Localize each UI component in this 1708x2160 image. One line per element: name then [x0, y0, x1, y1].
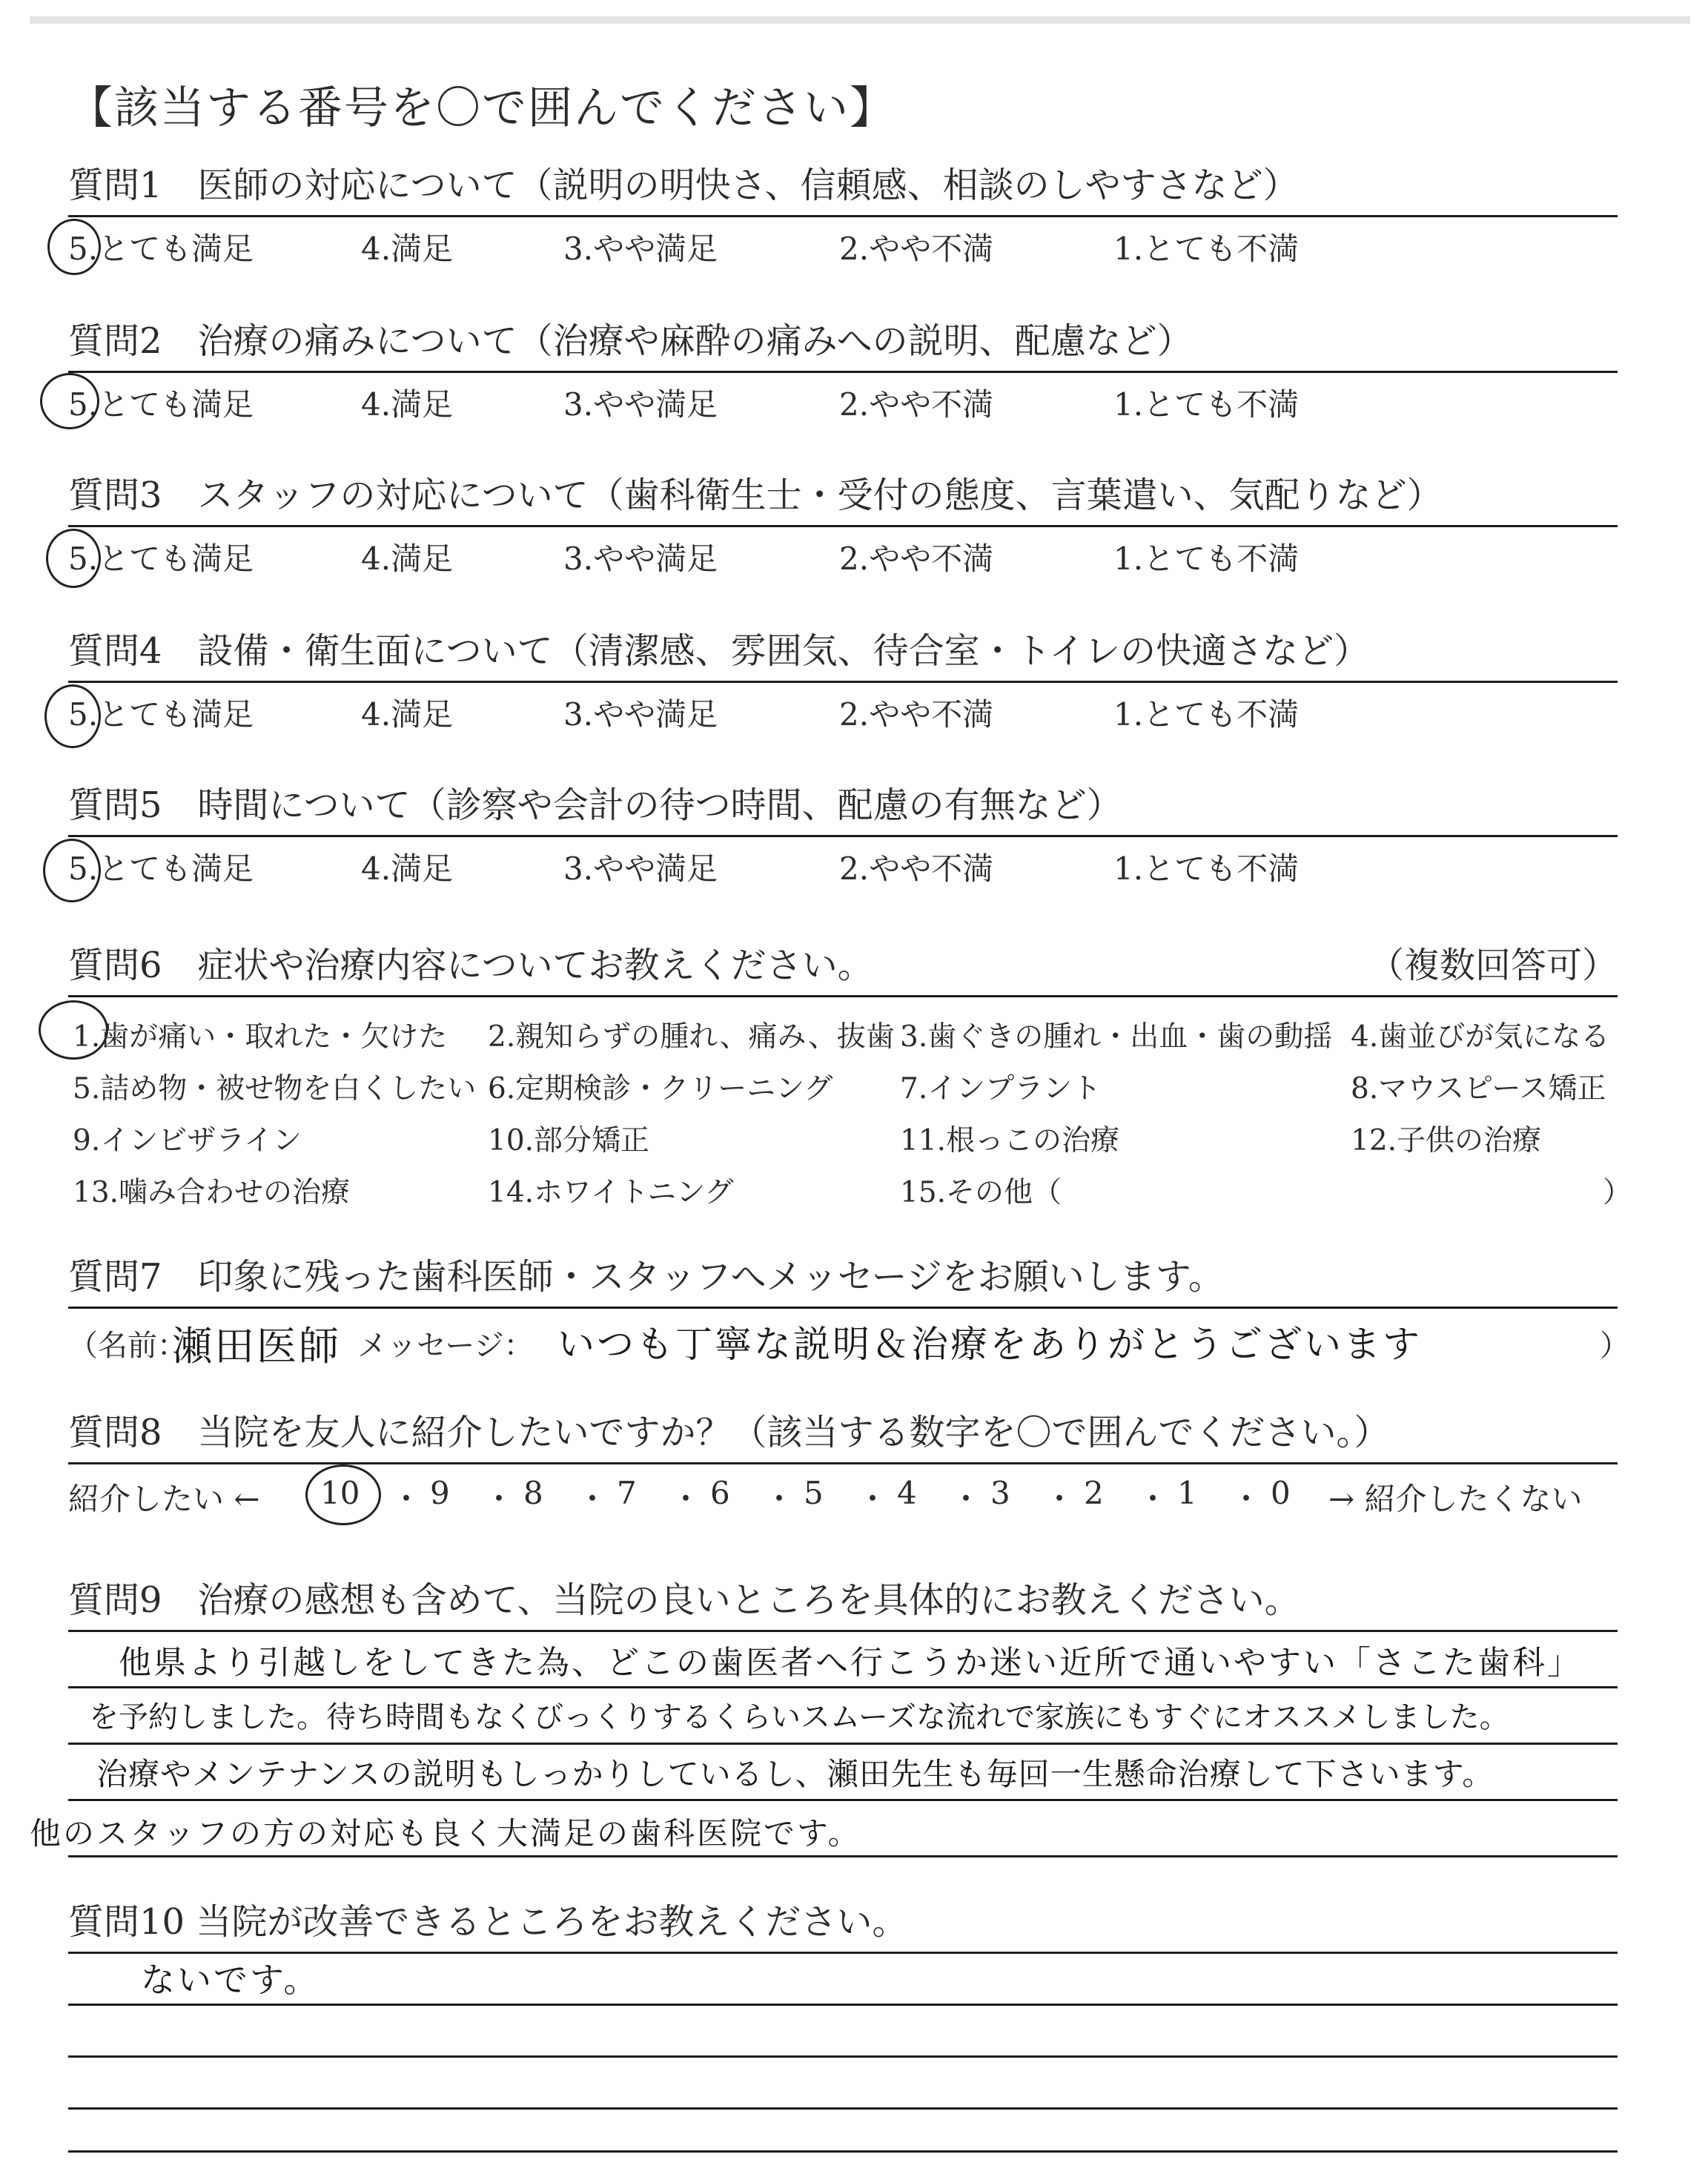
- question-title: 質問1 医師の対応について（説明の明快さ、信頼感、相談のしやすさなど）: [68, 165, 1299, 206]
- scale-dot: ・: [483, 1481, 515, 1517]
- answer-line: [68, 2150, 1618, 2153]
- scale-value[interactable]: 0: [1271, 1475, 1291, 1511]
- rating-option[interactable]: 4.満足: [361, 541, 454, 577]
- answer-line: [68, 1743, 1618, 1745]
- question-title: 質問7 印象に残った歯科医師・スタッフへメッセージをお願いします。: [68, 1256, 1224, 1298]
- rating-option[interactable]: 5.とても満足: [68, 231, 254, 267]
- rating-option[interactable]: 3.やや満足: [563, 541, 718, 577]
- q10-answer[interactable]: ないです。: [141, 1960, 320, 2000]
- scale-right-label: → 紹介したくない: [1328, 1481, 1583, 1517]
- question-1: [68, 162, 1618, 271]
- question-6: [68, 942, 1632, 1212]
- question-title: 質問3 スタッフの対応について（歯科衛生士・受付の態度、言葉遣い、気配りなど）: [68, 475, 1443, 516]
- question-title-text: 質問6 症状や治療内容についてお教えください。: [68, 945, 873, 986]
- rating-option[interactable]: 5.とても満足: [68, 851, 254, 887]
- question-10: [68, 1898, 1618, 1946]
- scale-value[interactable]: 5: [804, 1475, 824, 1511]
- rating-option[interactable]: 1.とても不満: [1113, 696, 1300, 733]
- scale-value[interactable]: 2: [1084, 1475, 1104, 1511]
- symptom-options: [68, 997, 1632, 1212]
- question-title: 質問4 設備・衛生面について（清潔感、雰囲気、待合室・トイレの快適さなど）: [68, 630, 1370, 672]
- question-4: [68, 627, 1618, 736]
- scale-value[interactable]: 7: [617, 1475, 637, 1511]
- rating-option[interactable]: 2.やや不満: [839, 851, 994, 887]
- recommend-scale: [68, 1464, 1618, 1524]
- scale-dot: ・: [1231, 1481, 1262, 1517]
- scale-value[interactable]: 9: [430, 1475, 450, 1511]
- rating-options: [68, 527, 1618, 581]
- symptom-option[interactable]: 13.噛み合わせの治療: [73, 1176, 351, 1209]
- question-2: [68, 317, 1618, 426]
- rating-option[interactable]: 4.満足: [361, 386, 454, 423]
- rating-option[interactable]: 2.やや不満: [839, 386, 994, 423]
- symptom-option[interactable]: 6.定期検診・クリーニング: [488, 1072, 833, 1106]
- rating-option[interactable]: 2.やや不満: [839, 696, 994, 733]
- rating-option[interactable]: 2.やや不満: [839, 541, 994, 577]
- symptom-option[interactable]: 8.マウスピース矯正: [1351, 1072, 1606, 1106]
- rating-option[interactable]: 4.満足: [361, 696, 454, 733]
- rating-option[interactable]: 2.やや不満: [839, 231, 994, 267]
- q9-answer-line[interactable]: 治療やメンテナンスの説明もしっかりしているし、瀬田先生も毎回一生懸命治療して下さいます。: [96, 1756, 1494, 1792]
- q9-answer-line[interactable]: 他県より引越しをしてきた為、どこの歯医者へ行こうか迷い近所で通いやすい「さこた歯科」: [119, 1644, 1582, 1682]
- rating-option[interactable]: 1.とても不満: [1113, 386, 1300, 423]
- scale-value[interactable]: 1: [1177, 1475, 1197, 1511]
- rating-option[interactable]: 5.とても満足: [68, 386, 254, 423]
- question-title: 質問8 当院を友人に紹介したいですか？（該当する数字を〇で囲んでください。）: [68, 1412, 1390, 1453]
- answer-line: [68, 1855, 1618, 1857]
- rating-options: [68, 373, 1618, 426]
- symptom-option[interactable]: 5.詰め物・被せ物を白くしたい: [73, 1072, 477, 1106]
- scale-value[interactable]: 10: [320, 1475, 360, 1511]
- scale-dot: ・: [670, 1481, 702, 1517]
- symptom-option[interactable]: 7.インプラント: [900, 1072, 1102, 1106]
- question-title: 質問5 時間について（診察や会計の待つ時間、配慮の有無など）: [68, 785, 1122, 826]
- message-row: [68, 1309, 1629, 1375]
- q9-answer-line[interactable]: 他のスタッフの方の対応も良く大満足の歯科医院です。: [30, 1815, 861, 1852]
- scale-left-label: 紹介したい ←: [68, 1481, 260, 1517]
- symptom-option[interactable]: 14.ホワイトニング: [488, 1176, 734, 1209]
- question-title: 質問2 治療の痛みについて（治療や麻酔の痛みへの説明、配慮など）: [68, 320, 1193, 362]
- rating-option[interactable]: 3.やや満足: [563, 231, 718, 267]
- rating-option[interactable]: 4.満足: [361, 851, 454, 887]
- question-title: 質問10 当院が改善できるところをお教えください。: [68, 1901, 908, 1943]
- rating-option[interactable]: 3.やや満足: [563, 696, 718, 733]
- rating-option[interactable]: 4.満足: [361, 231, 454, 267]
- question-title: [68, 942, 1618, 989]
- q9-answer-line[interactable]: を予約しました。待ち時間もなくびっくりするくらいスムーズな流れで家族にもすぐにオススメしました。: [89, 1700, 1509, 1734]
- rating-option[interactable]: 5.とても満足: [68, 541, 254, 577]
- scale-value[interactable]: 8: [523, 1475, 543, 1511]
- symptom-option[interactable]: 10.部分矯正: [488, 1124, 650, 1157]
- rating-options: [68, 683, 1618, 736]
- name-label: （名前：: [68, 1329, 187, 1363]
- message-value[interactable]: いつも丁寧な説明＆治療をありがとうございます: [557, 1323, 1422, 1366]
- answer-line: [68, 1686, 1618, 1688]
- symptom-option[interactable]: 1.歯が痛い・取れた・欠けた: [73, 1020, 448, 1054]
- symptom-option[interactable]: 12.子供の治療: [1351, 1124, 1542, 1157]
- scale-dot: ・: [857, 1481, 889, 1517]
- message-close-paren: ）: [1600, 1329, 1629, 1363]
- rating-options: [68, 837, 1618, 891]
- question-5: [68, 782, 1618, 891]
- symptom-option[interactable]: 2.親知らずの腫れ、痛み、抜歯: [488, 1020, 895, 1054]
- scan-top-edge: [30, 16, 1690, 24]
- rating-option[interactable]: 3.やや満足: [563, 851, 718, 887]
- scale-dot: ・: [1137, 1481, 1169, 1517]
- scale-dot: ・: [950, 1481, 982, 1517]
- rating-option[interactable]: 1.とても不満: [1113, 851, 1300, 887]
- symptom-option-other[interactable]: 15.その他（: [900, 1176, 1062, 1209]
- rating-option[interactable]: 1.とても不満: [1113, 231, 1300, 267]
- form-header: 【該当する番号を〇で囲んでください】: [68, 82, 896, 134]
- scale-dot: ・: [391, 1481, 423, 1517]
- scale-dot: ・: [1044, 1481, 1076, 1517]
- scale-value[interactable]: 6: [710, 1475, 730, 1511]
- symptom-option[interactable]: 9.インビザライン: [73, 1124, 302, 1157]
- question-title: 質問9 治療の感想も含めて、当院の良いところを具体的にお教えください。: [68, 1579, 1300, 1621]
- question-8: [68, 1409, 1618, 1524]
- answer-line: [68, 2004, 1618, 2006]
- question-3: [68, 472, 1618, 581]
- rating-option[interactable]: 3.やや満足: [563, 386, 718, 423]
- question-9: [68, 1576, 1618, 1624]
- answer-line: [68, 2055, 1618, 2058]
- symptom-option[interactable]: 3.歯ぐきの腫れ・出血・歯の動揺: [900, 1020, 1333, 1054]
- rating-option[interactable]: 1.とても不満: [1113, 541, 1300, 577]
- scale-value[interactable]: 3: [990, 1475, 1010, 1511]
- answer-line: [68, 1799, 1618, 1801]
- message-label: メッセージ：: [357, 1329, 534, 1363]
- rating-option[interactable]: 5.とても満足: [68, 696, 254, 733]
- answer-line: [68, 1630, 1618, 1632]
- multiple-answer-note: （複数回答可）: [1368, 945, 1618, 986]
- symptom-option[interactable]: 11.根っこの治療: [900, 1124, 1120, 1157]
- question-7: [68, 1253, 1629, 1375]
- answer-line: [68, 2107, 1618, 2110]
- scale-dot: ・: [764, 1481, 795, 1517]
- scale-dot: ・: [577, 1481, 609, 1517]
- other-close-paren: ）: [1603, 1176, 1632, 1209]
- symptom-option[interactable]: 4.歯並びが気になる: [1351, 1020, 1610, 1054]
- name-value[interactable]: 瀬田医師: [172, 1323, 341, 1370]
- rating-options: [68, 217, 1618, 271]
- scale-value[interactable]: 4: [897, 1475, 917, 1511]
